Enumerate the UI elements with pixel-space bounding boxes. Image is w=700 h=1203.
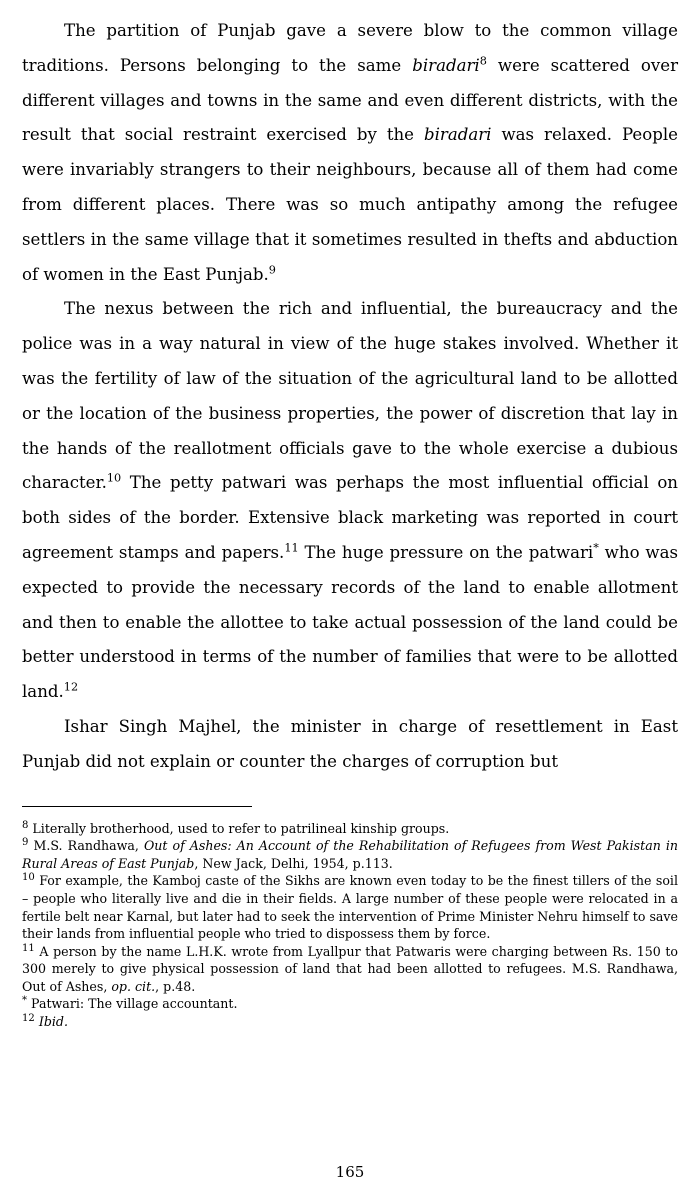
footnote: $^{12}$ Ibid. (22, 1012, 68, 1030)
paragraph: Ishar Singh Majhel, the minister in charge of resettlement in East Punjab did not explain or counter the charges of corruption but (22, 716, 678, 771)
paragraph: The nexus between the rich and influential, the bureaucracy and the police was in a way natural in view of the huge stakes involved. Whether it was the fertility of law of the situation of the agricultural land to be allotted or the location of the business properties, the power of discretion that lay in the hands of the reallotment officials gave to the whole exercise a dubious character.$^{10}$ The petty patwari was perhaps the most influential official on both sides of the border. Extensive black marketing was reported in court agreement stamps and papers.$^{11}$ The huge pressure on the patwari* who was expected to provide the necessary records of the land to enable allotment and then to enable the allottee to take actual possession of the land could be better understood in terms of the number of families that were to be allotted land.$^{12}$ (22, 299, 679, 702)
footnote-separator (22, 806, 678, 820)
page-number: 165 (335, 1163, 365, 1181)
footnote: * Patwari: The village accountant. (22, 995, 238, 1012)
body-text-block (22, 14, 678, 780)
footnote-rule (22, 806, 252, 807)
footnote: $^{11}$ A person by the name L.H.K. wrote from Lyallpur that Patwaris were charging between Rs. 150 to 300 merely to give physical possession of land that had been allotted to refugees. M.S. Randhawa, Out of Ashes, op. cit., p.48. (22, 942, 678, 994)
footnote: $^{10}$ For example, the Kamboj caste of the Sikhs are known even today to be the finest tillers of the soil – people who literally live and die in their fields. A large number of these people were relocated in a fertile belt near Karnal, but later had to seek the intervention of Prime Minister Nehru himself to save their lands from influential people who tried to dispossess them by force. (22, 872, 678, 942)
footnote: $^9$ M.S. Randhawa, Out of Ashes: An Account of the Rehabilitation of Refugees from West Pakistan in Rural Areas of East Punjab, New Jack, Delhi, 1954, p.113. (22, 836, 678, 871)
paragraph: The partition of Punjab gave a severe blow to the common village traditions. Persons belonging to the same biradari$^8$ were scattered over different villages and towns in the same and even different districts, with the result that social restraint exercised by the biradari was relaxed. People were invariably strangers to their neighbours, because all of them had come from different places. There was so much antipathy among the refugee settlers in the same village that it sometimes resulted in thefts and abduction of women in the East Punjab.$^9$ (22, 21, 679, 284)
footnotes-block (22, 820, 678, 1031)
footnote: $^8$ Literally brotherhood, used to refer to patrilineal kinship groups. (22, 819, 450, 836)
